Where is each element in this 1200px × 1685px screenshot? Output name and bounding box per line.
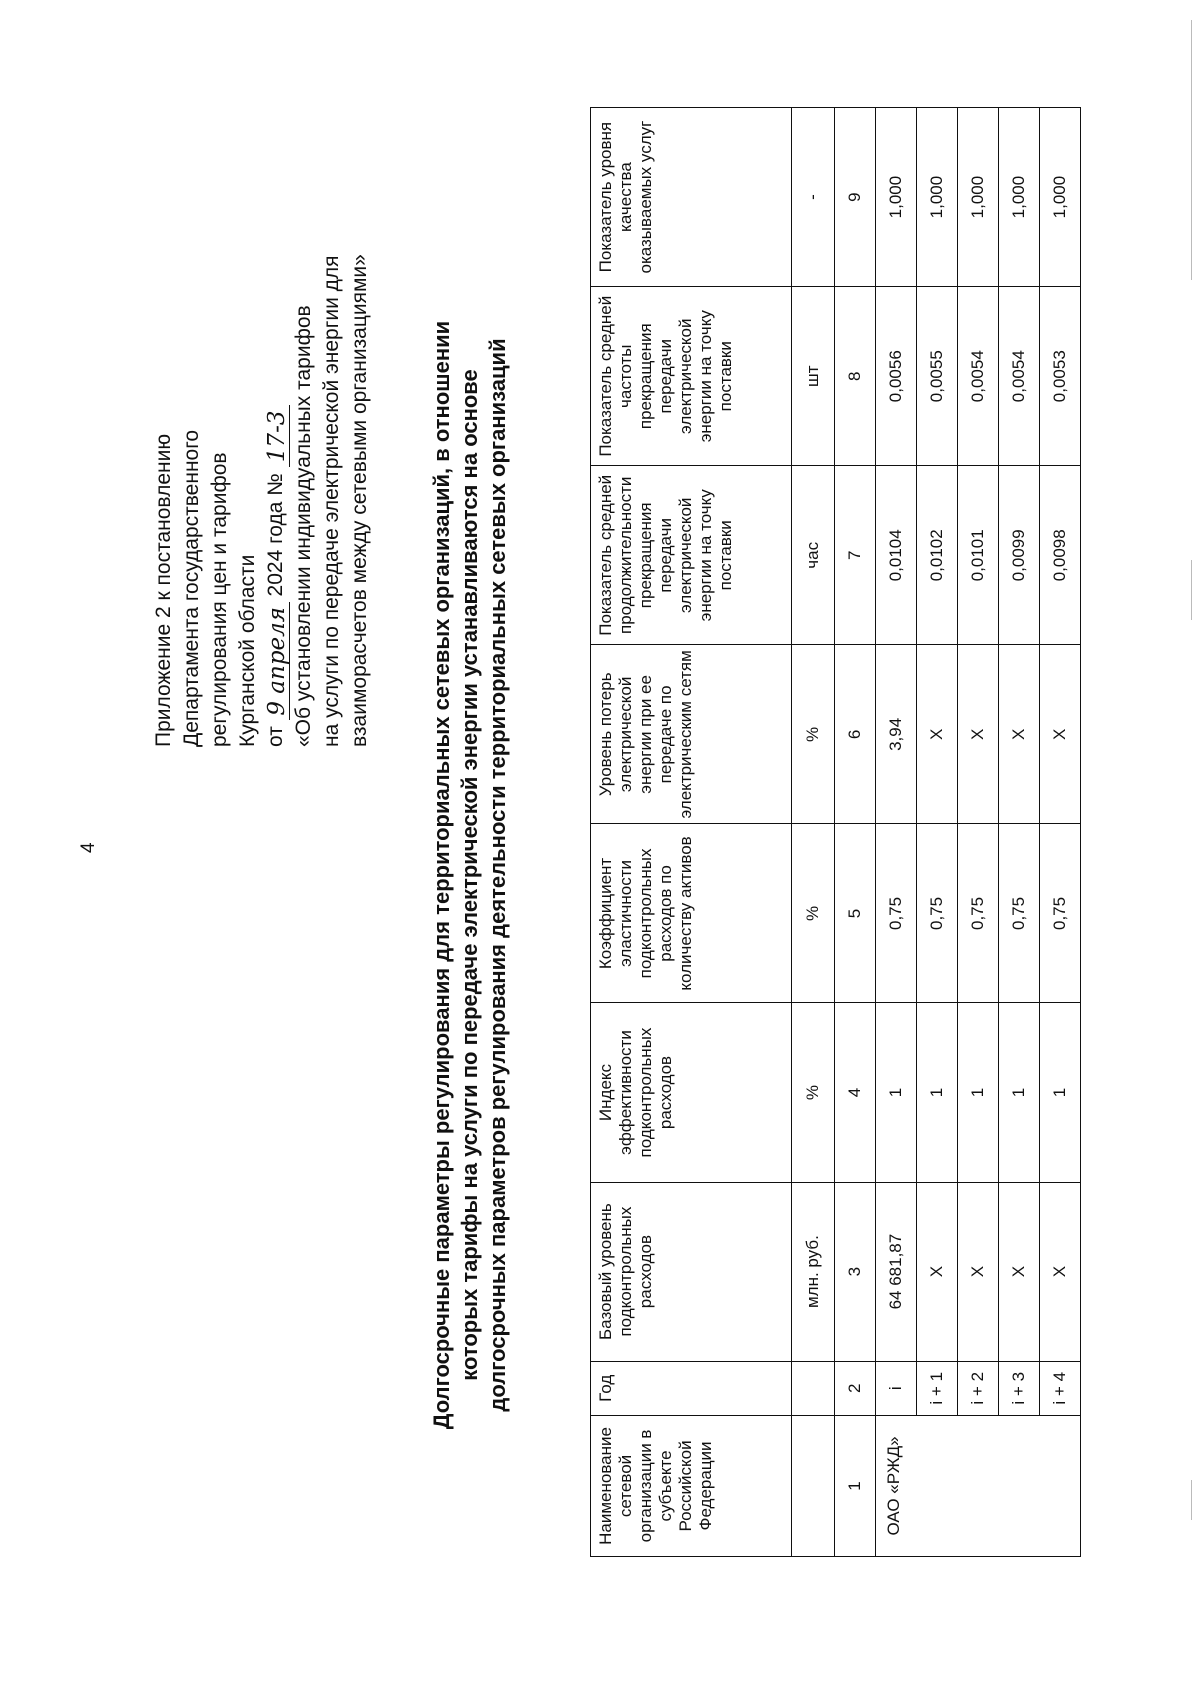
base-opex-cell: Х	[1040, 1182, 1081, 1361]
quality-level-cell: 1,000	[917, 108, 958, 287]
year-cell: i + 3	[999, 1361, 1040, 1415]
unit-cell: шт	[792, 287, 835, 466]
column-number-cell: 6	[835, 645, 876, 824]
column-number-cell: 7	[835, 466, 876, 645]
unit-cell: %	[792, 824, 835, 1003]
losses-level-cell: Х	[917, 645, 958, 824]
unit-cell	[792, 1415, 835, 1556]
elasticity-coef-cell: 0,75	[917, 824, 958, 1003]
avg-frequency-cell: 0,0054	[999, 287, 1040, 466]
column-number-cell: 9	[835, 108, 876, 287]
header-cell: Коэффициент эластичности подконтрольных расходов по количеству активов	[591, 824, 792, 1003]
header-cell: Показатель средней частоты прекращения передачи электрической энергии на точку поставки	[591, 287, 792, 466]
avg-frequency-cell: 0,0056	[876, 287, 917, 466]
approval-line: Курганской области	[236, 554, 259, 747]
elasticity-coef-cell: 0,75	[876, 824, 917, 1003]
avg-duration-cell: 0,0101	[958, 466, 999, 645]
header-cell: Уровень потерь электрической энергии при ее передаче по электрическим сетям	[591, 645, 792, 824]
year-cell: i + 2	[958, 1361, 999, 1415]
column-number-cell: 3	[835, 1182, 876, 1361]
quality-level-cell: 1,000	[999, 108, 1040, 287]
approval-block	[150, 187, 374, 747]
quality-level-cell: 1,000	[876, 108, 917, 287]
header-cell: Показатель уровня качества оказываемых услуг	[591, 108, 792, 287]
unit-cell: -	[792, 108, 835, 287]
year-cell: i + 1	[917, 1361, 958, 1415]
year-cell: i + 4	[1040, 1361, 1081, 1415]
base-opex-cell: Х	[958, 1182, 999, 1361]
quality-level-cell: 1,000	[958, 108, 999, 287]
avg-frequency-cell: 0,0055	[917, 287, 958, 466]
header-cell: Год	[591, 1361, 792, 1415]
header-cell: Наименование сетевой организации в субъекте Российской Федерации	[591, 1415, 792, 1556]
header-cell: Индекс эффективности подконтрольных расходов	[591, 1003, 792, 1182]
approval-subject-line: взаиморасчетов между сетевыми организациями»	[348, 254, 371, 747]
unit-cell: %	[792, 1003, 835, 1182]
quality-level-cell: 1,000	[1040, 108, 1081, 287]
efficiency-index-cell: 1	[999, 1003, 1040, 1182]
organization-cell: ОАО «РЖД»	[876, 1415, 1081, 1556]
approval-subject-line: «Об установлении индивидуальных тарифов	[292, 305, 315, 747]
column-number-cell: 1	[835, 1415, 876, 1556]
table-row	[876, 108, 917, 1557]
efficiency-index-cell: 1	[958, 1003, 999, 1182]
avg-frequency-cell: 0,0053	[1040, 287, 1081, 466]
approval-line: Приложение 2 к постановлению	[152, 433, 175, 747]
base-opex-cell: Х	[999, 1182, 1040, 1361]
scan-edge-line	[1191, 560, 1192, 620]
column-number-cell: 2	[835, 1361, 876, 1415]
header-cell: Показатель средней продолжительности прекращения передачи электрической энергии на точку поставки	[591, 466, 792, 645]
handwritten-date: 9 апреля	[265, 602, 290, 720]
approval-subject-line: на услуги по передаче электрической энергии для	[320, 255, 343, 747]
header-row	[591, 108, 792, 1557]
losses-level-cell: Х	[1040, 645, 1081, 824]
elasticity-coef-cell: 0,75	[999, 824, 1040, 1003]
page-number: 4	[78, 842, 99, 853]
table-row	[999, 108, 1040, 1557]
efficiency-index-cell: 1	[876, 1003, 917, 1182]
column-number-cell: 5	[835, 824, 876, 1003]
header-cell: Базовый уровень подконтрольных расходов	[591, 1182, 792, 1361]
scan-edge-line	[1191, 1480, 1192, 1520]
efficiency-index-cell: 1	[1040, 1003, 1081, 1182]
table-row	[917, 108, 958, 1557]
avg-duration-cell: 0,0104	[876, 466, 917, 645]
year-cell: i	[876, 1361, 917, 1415]
losses-level-cell: Х	[999, 645, 1040, 824]
table-row	[1040, 108, 1081, 1557]
elasticity-coef-cell: 0,75	[1040, 824, 1081, 1003]
parameters-table	[590, 107, 1081, 1557]
document-title: Долгосрочные параметры регулирования для территориальных сетевых организаций, в отношении которых тарифы на услуги по передаче электрической энергии устанавливаются на основе долгосрочных параметров регулирования деятельности территориальных сетевых организаций	[429, 320, 510, 1430]
units-row	[792, 108, 835, 1557]
losses-level-cell: Х	[958, 645, 999, 824]
unit-cell: %	[792, 645, 835, 824]
approval-line: регулирования цен и тарифов	[208, 452, 231, 747]
column-number-cell: 4	[835, 1003, 876, 1182]
avg-duration-cell: 0,0102	[917, 466, 958, 645]
unit-cell	[792, 1361, 835, 1415]
efficiency-index-cell: 1	[917, 1003, 958, 1182]
column-numbers-row	[835, 108, 876, 1557]
base-opex-cell: Х	[917, 1182, 958, 1361]
unit-cell: млн. руб.	[792, 1182, 835, 1361]
avg-frequency-cell: 0,0054	[958, 287, 999, 466]
approval-line: Департамента государственного	[180, 429, 203, 747]
base-opex-cell: 64 681,87	[876, 1182, 917, 1361]
date-prefix: от	[264, 726, 287, 747]
approval-date-line	[262, 187, 290, 747]
handwritten-number: 17-3	[265, 405, 290, 467]
date-year: 2024 года №	[264, 473, 287, 597]
avg-duration-cell: 0,0098	[1040, 466, 1081, 645]
elasticity-coef-cell: 0,75	[958, 824, 999, 1003]
losses-level-cell: 3,94	[876, 645, 917, 824]
unit-cell: час	[792, 466, 835, 645]
avg-duration-cell: 0,0099	[999, 466, 1040, 645]
column-number-cell: 8	[835, 287, 876, 466]
scan-edge-line	[1191, 20, 1192, 280]
table-row	[958, 108, 999, 1557]
